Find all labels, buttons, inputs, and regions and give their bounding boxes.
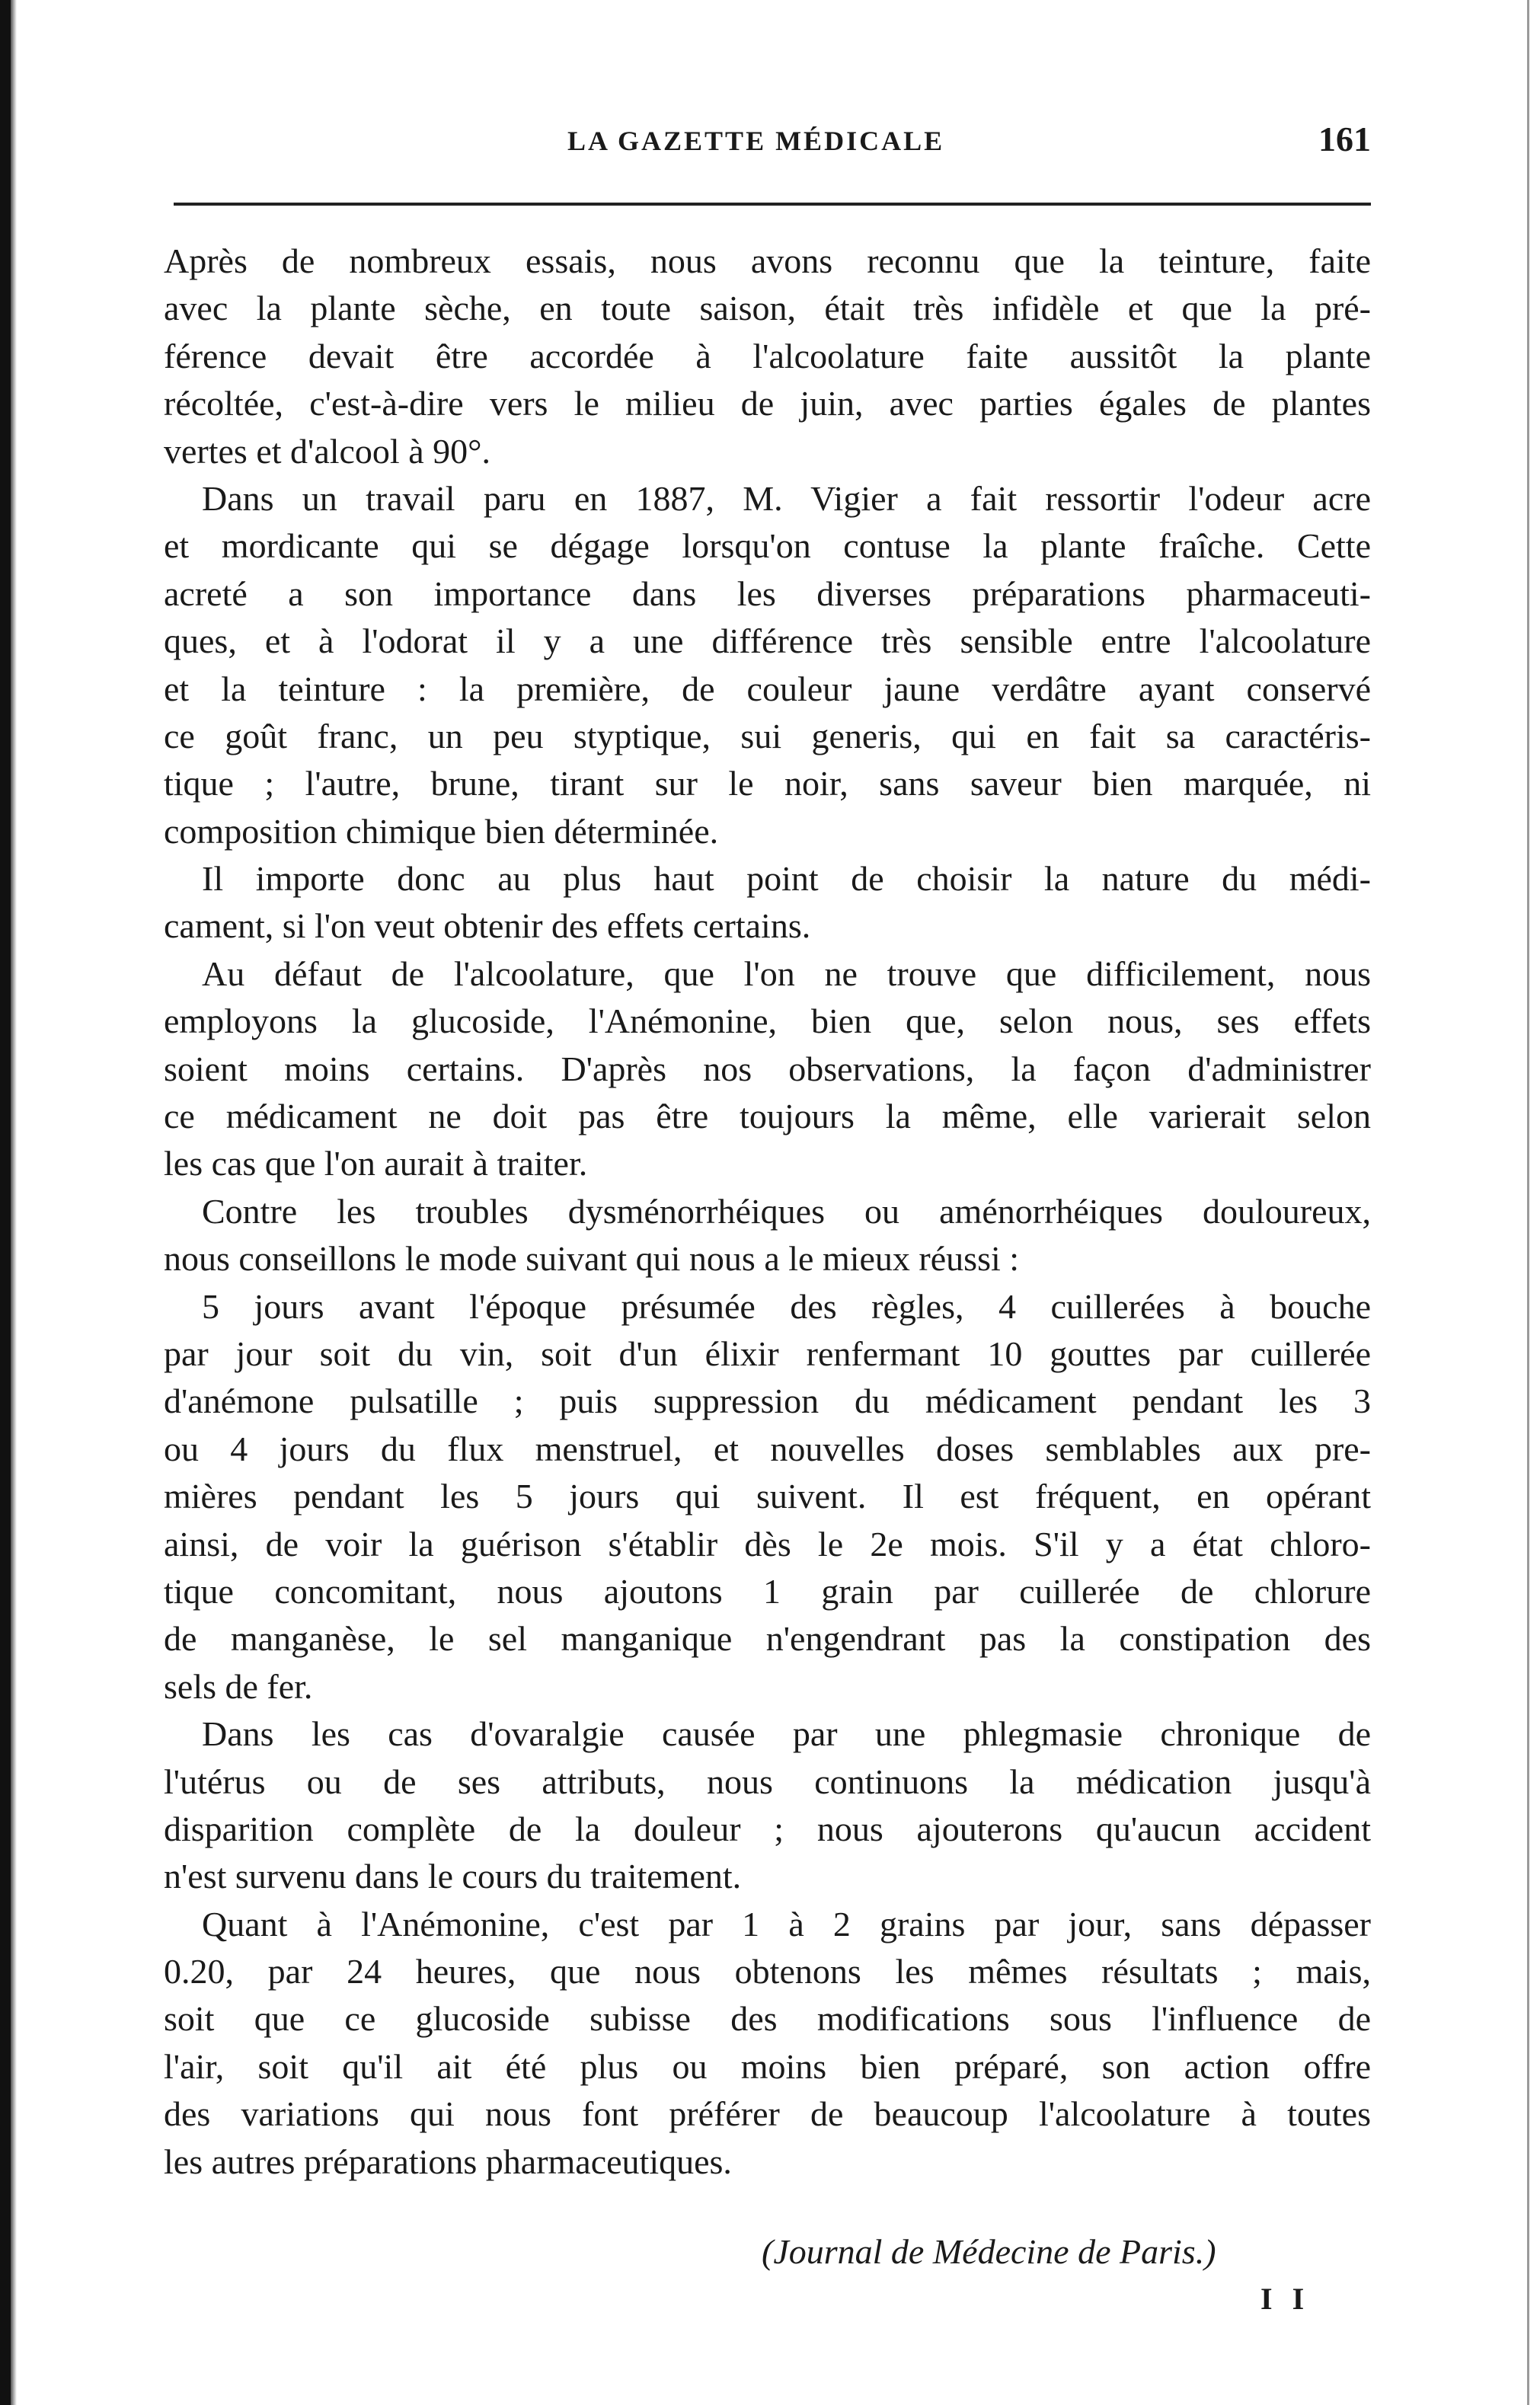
text-line: Quant à l'Anémonine, c'est par 1 à 2 grains par jour, sans dépasser [202,1904,1371,1943]
text-line: avec la plante sèche, en toute saison, était très infidèle et que la pré- [164,289,1371,328]
text-line: composition chimique bien déterminée. [164,811,719,851]
text-line: mières pendant les 5 jours qui suivent. Il est fréquent, en opérant [164,1477,1371,1516]
scan-edge-left [0,0,11,2405]
text-line: tique concomitant, nous ajoutons 1 grain par cuillerée de chlorure [164,1571,1371,1611]
text-line: 0.20, par 24 heures, que nous obtenons les mêmes résultats ; mais, [164,1952,1371,1991]
text-line: de manganèse, le sel manganique n'engendrant pas la constipation des [164,1619,1371,1659]
text-line: Dans un travail paru en 1887, M. Vigier a fait ressortir l'odeur acre [202,478,1371,518]
text-line: tique ; l'autre, brune, tirant sur le noir, sans saveur bien marquée, ni [164,764,1371,803]
text-line: Il importe donc au plus haut point de choisir la nature du médi- [202,859,1371,899]
article-body [164,238,1371,2186]
header-rule [174,203,1371,206]
text-line: et mordicante qui se dégage lorsqu'on contuse la plante fraîche. Cette [164,526,1371,566]
text-line: l'air, soit qu'il ait été plus ou moins bien préparé, son action offre [164,2046,1371,2086]
text-line: ques, et à l'odorat il y a une différence très sensible entre l'alcoolature [164,621,1371,661]
scan-edge-right [1527,0,1529,2405]
text-line: Dans les cas d'ovaralgie causée par une phlegmasie chronique de [202,1714,1371,1754]
text-line: vertes et d'alcool à 90°. [164,431,491,471]
text-line: les cas que l'on aurait à traiter. [164,1144,588,1183]
text-line: soit que ce glucoside subisse des modifications sous l'influence de [164,1999,1371,2039]
text-line: Au défaut de l'alcoolature, que l'on ne trouve que difficilement, nous [202,953,1371,993]
source-citation: (Journal de Médecine de Paris.) [762,2232,1216,2271]
text-line: Après de nombreux essais, nous avons reconnu que la teinture, faite [164,241,1371,280]
text-line: 5 jours avant l'époque présumée des règles, 4 cuillerées à bouche [202,1286,1371,1326]
text-line: sels de fer. [164,1666,313,1706]
running-title: LA GAZETTE MÉDICALE [567,126,945,156]
text-line: n'est survenu dans le cours du traitement. [164,1857,742,1896]
text-line: ou 4 jours du flux menstruel, et nouvelles doses semblables aux pre- [164,1429,1371,1468]
text-line: acreté a son importance dans les diverses préparations pharmaceuti- [164,573,1371,613]
text-line: employons la glucoside, l'Anémonine, bien que, selon nous, ses effets [164,1001,1371,1041]
text-line: férence devait être accordée à l'alcoolature faite aussitôt la plante [164,336,1371,375]
text-line: des variations qui nous font préférer de beaucoup l'alcoolature à toutes [164,2094,1371,2134]
text-line: soient moins certains. D'après nos observations, la façon d'administrer [164,1049,1371,1088]
text-line: l'utérus ou de ses attributs, nous continuons la médication jusqu'à [164,1761,1371,1801]
page-number: 161 [1318,120,1371,158]
text-line: d'anémone pulsatille ; puis suppression du médicament pendant les 3 [164,1381,1371,1421]
text-line: les autres préparations pharmaceutiques. [164,2142,732,2181]
text-line: par jour soit du vin, soit d'un élixir renfermant 10 gouttes par cuillerée [164,1333,1371,1373]
text-line: disparition complète de la douleur ; nous ajouterons qu'aucun accident [164,1809,1371,1848]
text-line: Contre les troubles dysménorrhéiques ou aménorrhéiques douloureux, [202,1191,1371,1231]
scan-edge-shadow [11,0,17,2405]
text-line: ainsi, de voir la guérison s'établir dès le 2e mois. S'il y a état chloro- [164,1524,1371,1563]
text-line: ce médicament ne doit pas être toujours la même, elle varierait selon [164,1097,1371,1136]
text-line: récoltée, c'est-à-dire vers le milieu de juin, avec parties égales de plantes [164,384,1371,423]
text-line: ce goût franc, un peu styptique, sui generis, qui en fait sa caractéris- [164,716,1371,755]
text-line: cament, si l'on veut obtenir des effets certains. [164,906,811,946]
page-header [168,114,1371,175]
text-line: et la teinture : la première, de couleur jaune verdâtre ayant conservé [164,669,1371,708]
text-line: nous conseillons le mode suivant qui nous a le mieux réussi : [164,1239,1020,1279]
signature-mark: I I [1260,2282,1311,2316]
